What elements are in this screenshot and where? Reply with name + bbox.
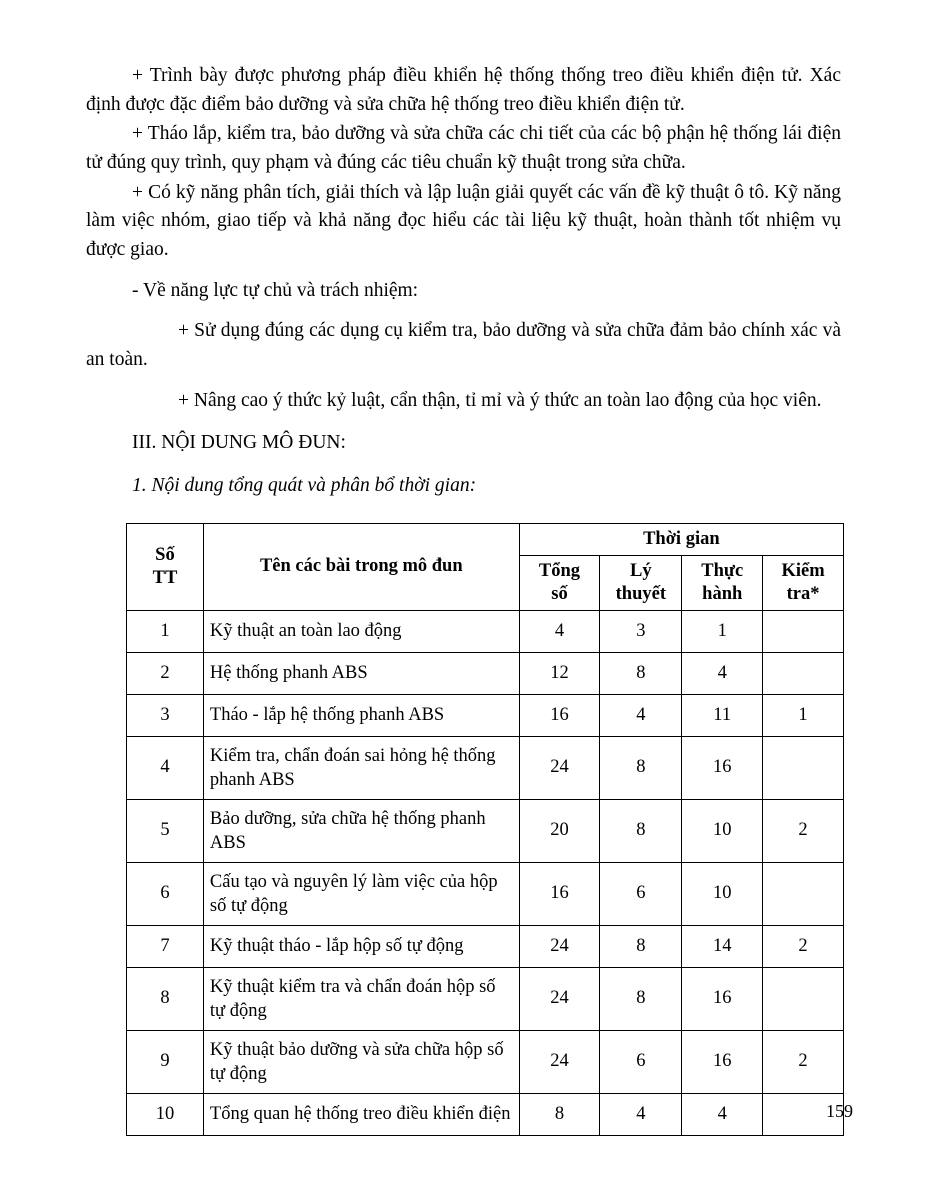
cell-stt: 1 xyxy=(127,610,204,652)
cell-name: Tháo - lắp hệ thống phanh ABS xyxy=(203,694,519,736)
cell-stt: 4 xyxy=(127,736,204,799)
cell-name: Cấu tạo và nguyên lý làm việc của hộp số tự động xyxy=(203,862,519,925)
cell-name: Bảo dưỡng, sửa chữa hệ thống phanh ABS xyxy=(203,799,519,862)
cell-total: 8 xyxy=(519,1093,600,1135)
table-row xyxy=(127,862,844,925)
cell-theory: 8 xyxy=(600,925,682,967)
table-row xyxy=(127,1030,844,1093)
cell-total: 24 xyxy=(519,967,600,1030)
cell-test xyxy=(763,652,844,694)
cell-test: 2 xyxy=(763,925,844,967)
cell-stt: 3 xyxy=(127,694,204,736)
header-cell-total xyxy=(519,555,600,610)
cell-name: Kỹ thuật an toàn lao động xyxy=(203,610,519,652)
table-row xyxy=(127,610,844,652)
section-heading: III. NỘI DUNG MÔ ĐUN: xyxy=(132,432,346,454)
cell-total: 16 xyxy=(519,862,600,925)
cell-stt: 8 xyxy=(127,967,204,1030)
cell-theory: 6 xyxy=(600,1030,682,1093)
cell-stt: 2 xyxy=(127,652,204,694)
header-test-line2: tra* xyxy=(786,583,820,604)
paragraph-1: + Trình bày được phương pháp điều khiển hệ thống thống treo điều khiển điện tử. Xác định được đặc điểm bảo dưỡng và sửa chữa hệ thống treo điều khiển điện tử. xyxy=(86,65,841,115)
cell-total: 24 xyxy=(519,1030,600,1093)
cell-stt: 10 xyxy=(127,1093,204,1135)
page-number: 159 xyxy=(826,1101,853,1121)
header-stt-line1: Số xyxy=(155,544,175,565)
cell-practice: 10 xyxy=(682,862,763,925)
header-practice-line2: hành xyxy=(702,583,743,604)
module-content-table xyxy=(126,523,844,1136)
cell-theory: 4 xyxy=(600,694,682,736)
cell-practice: 4 xyxy=(682,1093,763,1135)
cell-test xyxy=(763,736,844,799)
paragraph-4: - Về năng lực tự chủ và trách nhiệm: xyxy=(132,279,419,301)
cell-theory: 8 xyxy=(600,736,682,799)
header-theory-line2: thuyết xyxy=(615,583,666,604)
table-row xyxy=(127,1093,844,1135)
cell-test xyxy=(763,862,844,925)
cell-theory: 8 xyxy=(600,799,682,862)
table-body xyxy=(127,610,844,1135)
cell-theory: 8 xyxy=(600,967,682,1030)
table-header xyxy=(127,523,844,610)
cell-name: Kỹ thuật kiểm tra và chẩn đoán hộp số tự động xyxy=(203,967,519,1030)
cell-total: 16 xyxy=(519,694,600,736)
cell-theory: 6 xyxy=(600,862,682,925)
cell-practice: 16 xyxy=(682,1030,763,1093)
paragraph-6: + Nâng cao ý thức kỷ luật, cẩn thận, tỉ mỉ và ý thức an toàn lao động của học viên. xyxy=(178,389,822,411)
cell-theory: 3 xyxy=(600,610,682,652)
cell-stt: 5 xyxy=(127,799,204,862)
cell-name: Hệ thống phanh ABS xyxy=(203,652,519,694)
cell-name: Kỹ thuật bảo dưỡng và sửa chữa hộp số tự động xyxy=(203,1030,519,1093)
header-stt-line2: TT xyxy=(152,567,178,588)
cell-practice: 1 xyxy=(682,610,763,652)
cell-practice: 11 xyxy=(682,694,763,736)
cell-practice: 10 xyxy=(682,799,763,862)
table-row xyxy=(127,967,844,1030)
cell-practice: 16 xyxy=(682,736,763,799)
cell-test: 2 xyxy=(763,1030,844,1093)
cell-stt: 6 xyxy=(127,862,204,925)
cell-practice: 14 xyxy=(682,925,763,967)
header-cell-test xyxy=(763,555,844,610)
table-row xyxy=(127,652,844,694)
cell-total: 24 xyxy=(519,736,600,799)
table-row xyxy=(127,736,844,799)
cell-test xyxy=(763,967,844,1030)
cell-name: Tổng quan hệ thống treo điều khiển điện xyxy=(203,1093,519,1135)
header-total-line1: Tổng xyxy=(538,560,581,581)
cell-practice: 4 xyxy=(682,652,763,694)
header-cell-time-group: Thời gian xyxy=(519,523,843,555)
sub-heading: 1. Nội dung tổng quát và phân bổ thời gian: xyxy=(132,474,477,496)
cell-theory: 4 xyxy=(600,1093,682,1135)
table-header-row-1 xyxy=(127,523,844,555)
cell-test: 1 xyxy=(763,694,844,736)
paragraph-2: + Tháo lắp, kiểm tra, bảo dưỡng và sửa chữa các chi tiết của các bộ phận hệ thống lái điện tử đúng quy trình, quy phạm và đúng các tiêu chuẩn kỹ thuật trong sửa chữa. xyxy=(86,123,841,173)
cell-practice: 16 xyxy=(682,967,763,1030)
header-theory-line1: Lý xyxy=(630,560,652,581)
header-test-line1: Kiểm xyxy=(781,560,825,581)
cell-theory: 8 xyxy=(600,652,682,694)
header-total-line2: số xyxy=(551,583,568,604)
header-practice-line1: Thực xyxy=(701,560,744,581)
cell-test xyxy=(763,610,844,652)
cell-total: 24 xyxy=(519,925,600,967)
cell-total: 4 xyxy=(519,610,600,652)
table-row xyxy=(127,925,844,967)
header-cell-practice xyxy=(682,555,763,610)
cell-stt: 7 xyxy=(127,925,204,967)
header-cell-theory xyxy=(600,555,682,610)
paragraph-5: + Sử dụng đúng các dụng cụ kiểm tra, bảo dưỡng và sửa chữa đảm bảo chính xác và an toàn. xyxy=(86,320,841,370)
header-cell-name: Tên các bài trong mô đun xyxy=(203,523,519,610)
cell-name: Kiểm tra, chẩn đoán sai hỏng hệ thống phanh ABS xyxy=(203,736,519,799)
cell-name: Kỹ thuật tháo - lắp hộp số tự động xyxy=(203,925,519,967)
cell-total: 12 xyxy=(519,652,600,694)
cell-total: 20 xyxy=(519,799,600,862)
paragraph-3: + Có kỹ năng phân tích, giải thích và lập luận giải quyết các vấn đề kỹ thuật ô tô. Kỹ năng làm việc nhóm, giao tiếp và khả năng đọc hiểu các tài liệu kỹ thuật, hoàn thành tốt nhiệm vụ được giao. xyxy=(86,181,841,260)
header-cell-stt xyxy=(127,523,204,610)
table-row xyxy=(127,799,844,862)
table-row xyxy=(127,694,844,736)
cell-test: 2 xyxy=(763,799,844,862)
cell-stt: 9 xyxy=(127,1030,204,1093)
